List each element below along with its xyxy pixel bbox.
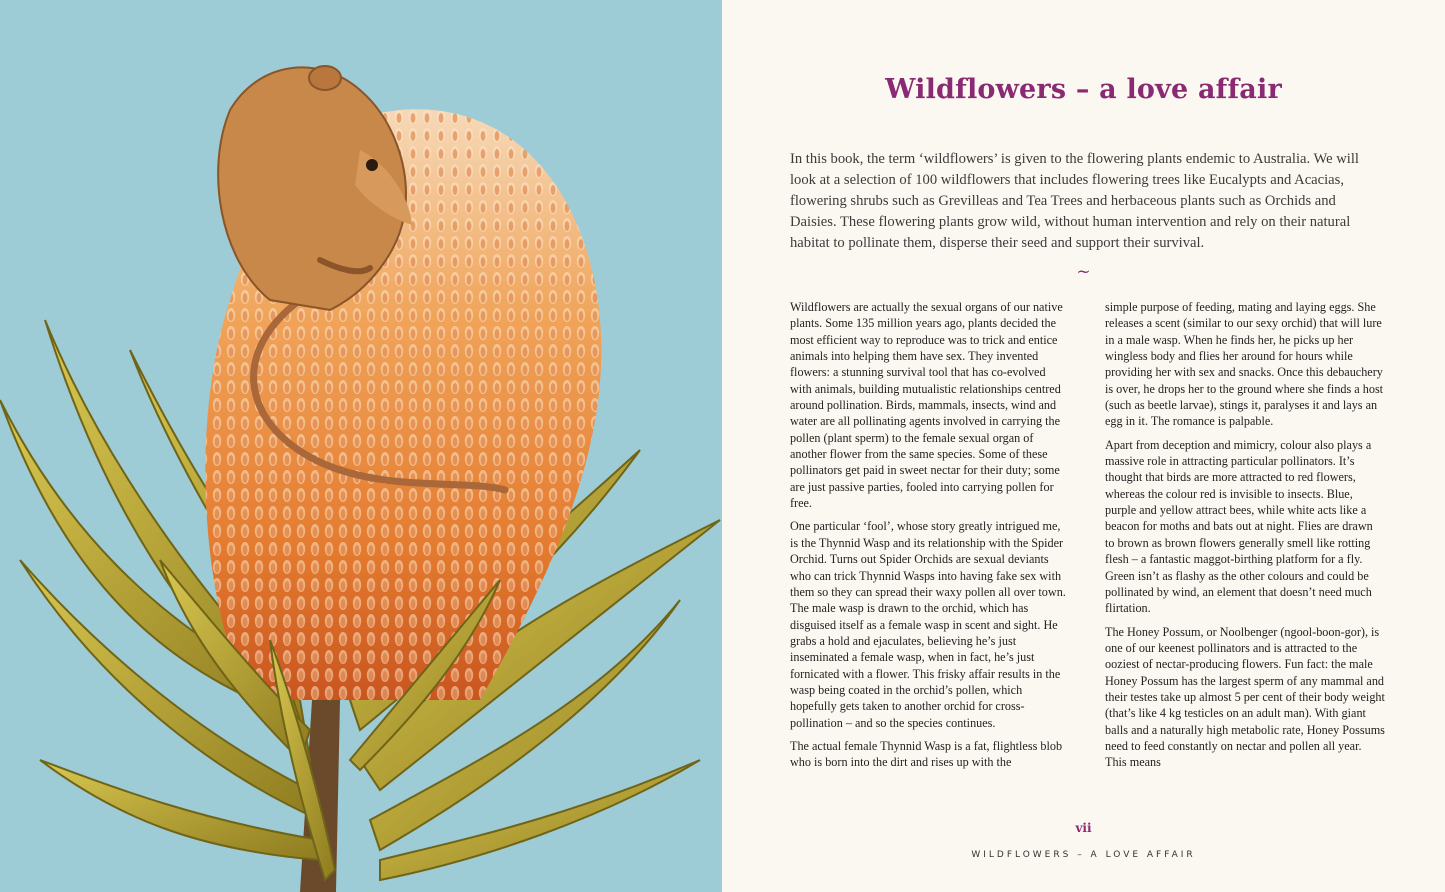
banksia-possum-illustration	[0, 0, 722, 892]
body-paragraph: Apart from deception and mimicry, colour also plays a massive role in attracting particular pollinators. It’s thought that birds are more attracted to red flowers, whereas the colour red is invisible to insects. Blue, purple and yellow attract bees, while white acts like a beacon for moths and bats out at night. Flies are drawn to brown as brown flowers generally smell like rotting flesh – a fantastic maggot-birthing platform for a fly. Green isn’t as flashy as the other colours and could be pollinated by wind, an element that doesn’t need much flirtation.	[1105, 437, 1373, 616]
text-column-2	[1105, 299, 1385, 778]
page-title: Wildflowers – a love affair	[885, 74, 1282, 105]
intro-paragraph: In this book, the term ‘wildflowers’ is given to the flowering plants endemic to Australia. We will look at a selection of 100 wildflowers that includes flowering trees like Eucalypts and Acacias, flowering shrubs such as Grevilleas and Tea Trees and herbaceous plants such as Orchids and Daisies. These flowering plants grow wild, without human intervention and rely on their natural habitat to pollinate them, disperse their seed and support their survival.	[790, 151, 1359, 251]
running-head: WILDFLOWERS – A LOVE AFFAIR	[971, 850, 1196, 860]
tilde-divider: ~	[1076, 262, 1091, 282]
illustration-page	[0, 0, 722, 892]
body-paragraph: One particular ‘fool’, whose story greatly intrigued me, is the Thynnid Wasp and its relationship with the Spider Orchid. Turns out Spider Orchids are sexual deviants who can trick Thynnid Wasps into having fake sex with them so they can spread their waxy pollen all over town. The male wasp is drawn to the orchid, which has disguised itself as a female wasp in scent and sight. He grabs a hold and ejaculates, believing he’s just inseminated a female wasp, when in fact, he’s just fornicated with a flower. This frisky affair results in the wasp being coated in the orchid’s pollen, which hopefully gets taken to another orchid for cross-pollination – and so the species continues.	[790, 519, 1066, 730]
page-number: vii	[1075, 821, 1092, 835]
text-column-1	[790, 299, 1070, 778]
possum-eye	[366, 159, 378, 171]
text-page	[722, 0, 1445, 892]
body-paragraph: The Honey Possum, or Noolbenger (ngool-boon-gor), is one of our keenest pollinators and is attracted to the ooziest of nectar-producing flowers. Fun fact: the male Honey Possum has the largest sperm of any mammal and their testes take up almost 5 per cent of their body weight (that’s like 4 kg testicles on an adult man). With giant balls and a naturally high metabolic rate, Honey Possums need to feed constantly on nectar and pollen all year. This means	[1105, 624, 1385, 770]
body-paragraph: The actual female Thynnid Wasp is a fat, flightless blob who is born into the dirt and rises up with the	[790, 738, 1063, 770]
possum-ear	[309, 66, 341, 90]
body-paragraph: simple purpose of feeding, mating and laying eggs. She releases a scent (similar to our sexy orchid) that will lure in a male wasp. When he finds her, he picks up her wingless body and flies her around for hours while providing her with sex and snacks. Once this debauchery is over, he drops her to the ground where she finds a host (such as beetle larvae), stings it, paralyses it and lays an egg in it. The romance is palpable.	[1105, 300, 1384, 429]
body-paragraph: Wildflowers are actually the sexual organs of our native plants. Some 135 million years ago, plants decided the most efficient way to reproduce was to trick and entice animals into helping them have sex. They invented flowers: a stunning survival tool that has co-evolved with animals, building mutualistic relationships centred around pollination. Birds, mammals, insects, wind and water are all pollinating agents involved in carrying the pollen (plant sperm) to the female sexual organ of another flower from the same species. Some of these pollinators get paid in sweet nectar for their duty; some are just passive parties, fooled into carrying pollen for free.	[790, 300, 1063, 511]
